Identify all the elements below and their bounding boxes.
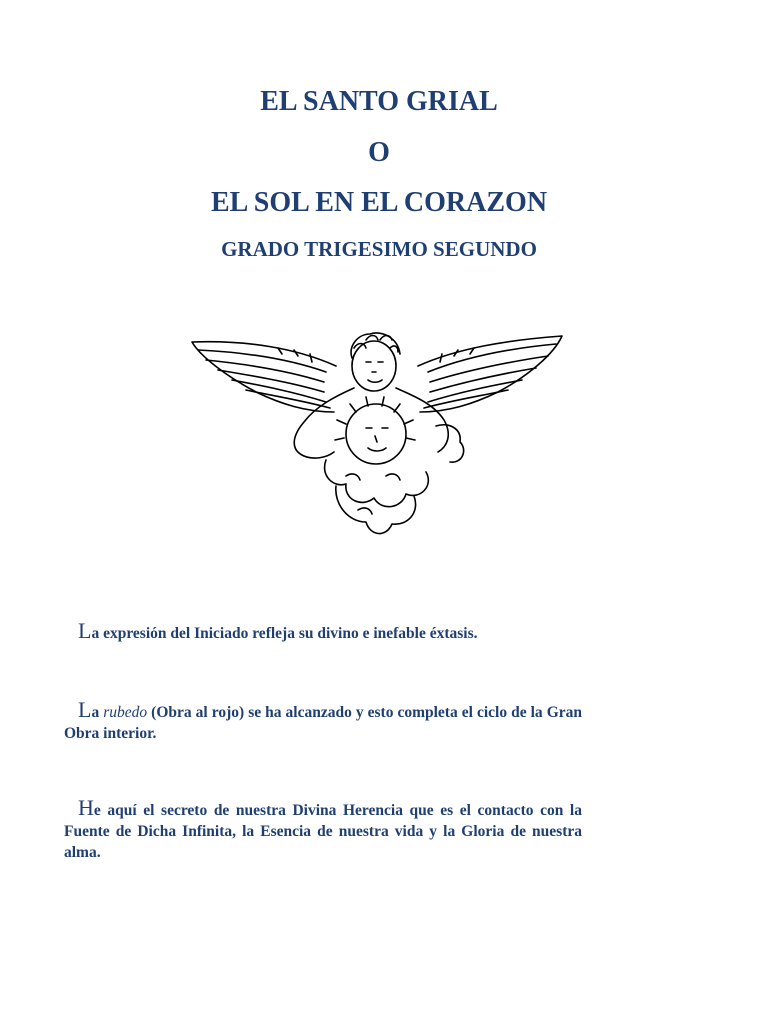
subtitle: GRADO TRIGESIMO SEGUNDO bbox=[221, 237, 537, 261]
emphasis-term: rubedo bbox=[103, 704, 148, 721]
paragraph-text-prefix: a bbox=[91, 704, 104, 721]
paragraph-2 bbox=[64, 699, 582, 744]
title-line-3: EL SOL EN EL CORAZON bbox=[210, 187, 548, 218]
title-line-2: O bbox=[368, 137, 390, 168]
paragraph-1 bbox=[64, 620, 582, 644]
winged-angel-holding-sun-icon bbox=[186, 326, 566, 540]
paragraph-3 bbox=[64, 797, 582, 863]
drop-cap: L bbox=[78, 618, 92, 643]
drop-cap: H bbox=[78, 795, 94, 820]
drop-cap: L bbox=[78, 697, 92, 722]
title-line-1: EL SANTO GRIAL bbox=[260, 86, 498, 117]
paragraph-text: e aquí el secreto de nuestra Divina Herencia que es el contacto con la Fuente de Dicha Infinita, la Esencia de nuestra vida y la Gloria de nuestra alma. bbox=[64, 802, 582, 861]
paragraph-text: (Obra al rojo) se ha alcanzado y esto completa el ciclo de la Gran Obra interior. bbox=[64, 704, 583, 742]
paragraph-text: a expresión del Iniciado refleja su divino e inefable éxtasis. bbox=[91, 625, 478, 642]
